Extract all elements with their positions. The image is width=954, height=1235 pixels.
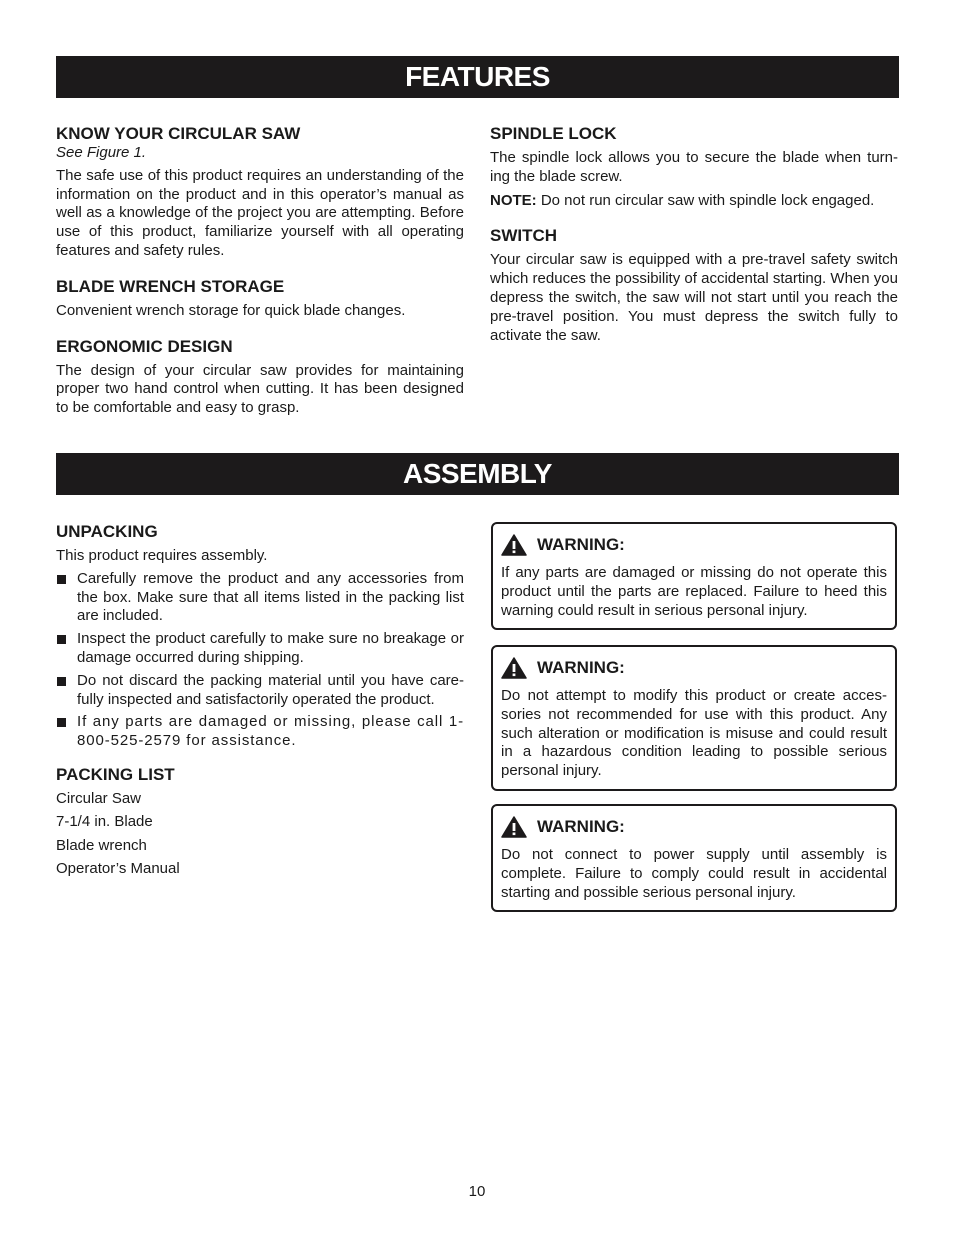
spindle-lock-section xyxy=(490,124,898,210)
warning-header xyxy=(501,534,887,556)
bullet-square-icon xyxy=(57,635,66,644)
list-item: Carefully remove the product and any accessories from the box. Make sure that all items listed in the packing list are included. xyxy=(56,570,464,626)
assembly-banner xyxy=(56,453,899,495)
unpacking-intro: This product requires assembly. xyxy=(56,547,268,564)
packing-list-item: Blade wrench xyxy=(56,836,147,854)
page-number: 10 xyxy=(468,1183,486,1200)
switch-heading: SWITCH xyxy=(490,226,558,246)
packing-list-section xyxy=(56,765,464,879)
know-your-saw-body: The safe use of this product requires an understanding of the information on the product and in this operator’s manual as well as a knowledge of the project you are attempting. Before use of this product, familiarize yourself with all operating features and safety rules. xyxy=(56,166,464,259)
unpacking-bullets xyxy=(56,570,464,751)
ergonomic-heading: ERGONOMIC DESIGN xyxy=(56,336,233,356)
warning-header xyxy=(501,816,887,838)
note-label: NOTE: xyxy=(490,191,537,209)
warning-header xyxy=(501,657,887,679)
bullet-square-icon xyxy=(57,575,66,584)
list-item: Do not discard the packing material until you have care-fully inspected and satisfactorily operated the product. xyxy=(56,672,464,710)
unpacking-section xyxy=(56,522,464,751)
blade-wrench-section xyxy=(56,277,464,321)
switch-section xyxy=(490,226,898,345)
blade-wrench-body: Convenient wrench storage for quick blade changes. xyxy=(56,301,406,319)
warning-text: If any parts are damaged or missing do not operate this product until the parts are replaced. Failure to heed this warning could result in serious personal injury. xyxy=(501,564,887,619)
warning-label: WARNING: xyxy=(537,658,625,677)
note-text: Do not run circular saw with spindle lock engaged. xyxy=(536,191,875,209)
packing-list-item: 7-1/4 in. Blade xyxy=(56,813,153,831)
features-title: FEATURES xyxy=(405,61,550,92)
features-right-column xyxy=(490,124,898,361)
features-left-column xyxy=(56,124,464,434)
see-figure-note: See Figure 1. xyxy=(56,144,147,161)
spindle-lock-heading: SPINDLE LOCK xyxy=(490,124,617,143)
packing-list-item: Operator’s Manual xyxy=(56,859,180,877)
ergonomic-body: The design of your circular saw provides for maintaining proper two hand control when cutting. It has been designed to be comfortable and easy to grasp. xyxy=(56,361,464,417)
warning-box-modification xyxy=(491,645,897,791)
know-your-saw-heading: KNOW YOUR CIRCULAR SAW xyxy=(56,124,301,143)
spindle-lock-note xyxy=(490,192,898,211)
bullet-square-icon xyxy=(57,677,66,686)
know-your-saw-section xyxy=(56,124,464,261)
list-item: If any parts are damaged or missing, please call 1-800-525-2579 for assistance. xyxy=(56,713,464,751)
warning-label: WARNING: xyxy=(537,535,625,554)
switch-body: Your circular saw is equipped with a pre-travel safety switch which reduces the possibility of accidental starting. When you depress the switch, the saw will not start until you reach the pre-travel position. You must depress the switch fully to activate the saw. xyxy=(490,251,898,344)
assembly-left-column xyxy=(56,522,464,895)
list-item: Inspect the product carefully to make sure no breakage or damage occurred during shipping. xyxy=(56,630,464,668)
packing-list-heading: PACKING LIST xyxy=(56,764,175,784)
features-banner xyxy=(56,56,899,98)
ergonomic-section xyxy=(56,337,464,418)
warning-triangle-icon xyxy=(501,816,527,838)
spindle-lock-body: The spindle lock allows you to secure the blade when turn-ing the blade screw. xyxy=(490,149,898,185)
warning-triangle-icon xyxy=(501,534,527,556)
assembly-title: ASSEMBLY xyxy=(402,458,552,489)
blade-wrench-heading: BLADE WRENCH STORAGE xyxy=(56,276,285,296)
warning-box-damaged-parts xyxy=(491,522,897,630)
warning-label: WARNING: xyxy=(537,817,625,836)
unpacking-heading: UNPACKING xyxy=(56,522,158,541)
warning-text: Do not attempt to modify this product or create acces-sories not recommended for use with this product. Any such alteration or modification is misuse and could result in a hazardous condition leading to possible serious personal injury. xyxy=(501,687,887,780)
warning-triangle-icon xyxy=(501,657,527,679)
warning-text: Do not connect to power supply until assembly is complete. Failure to comply could result in accidental starting and possible serious personal injury. xyxy=(501,846,887,901)
bullet-square-icon xyxy=(57,718,66,727)
packing-list-item: Circular Saw xyxy=(56,789,142,807)
warning-box-power-supply xyxy=(491,804,897,912)
